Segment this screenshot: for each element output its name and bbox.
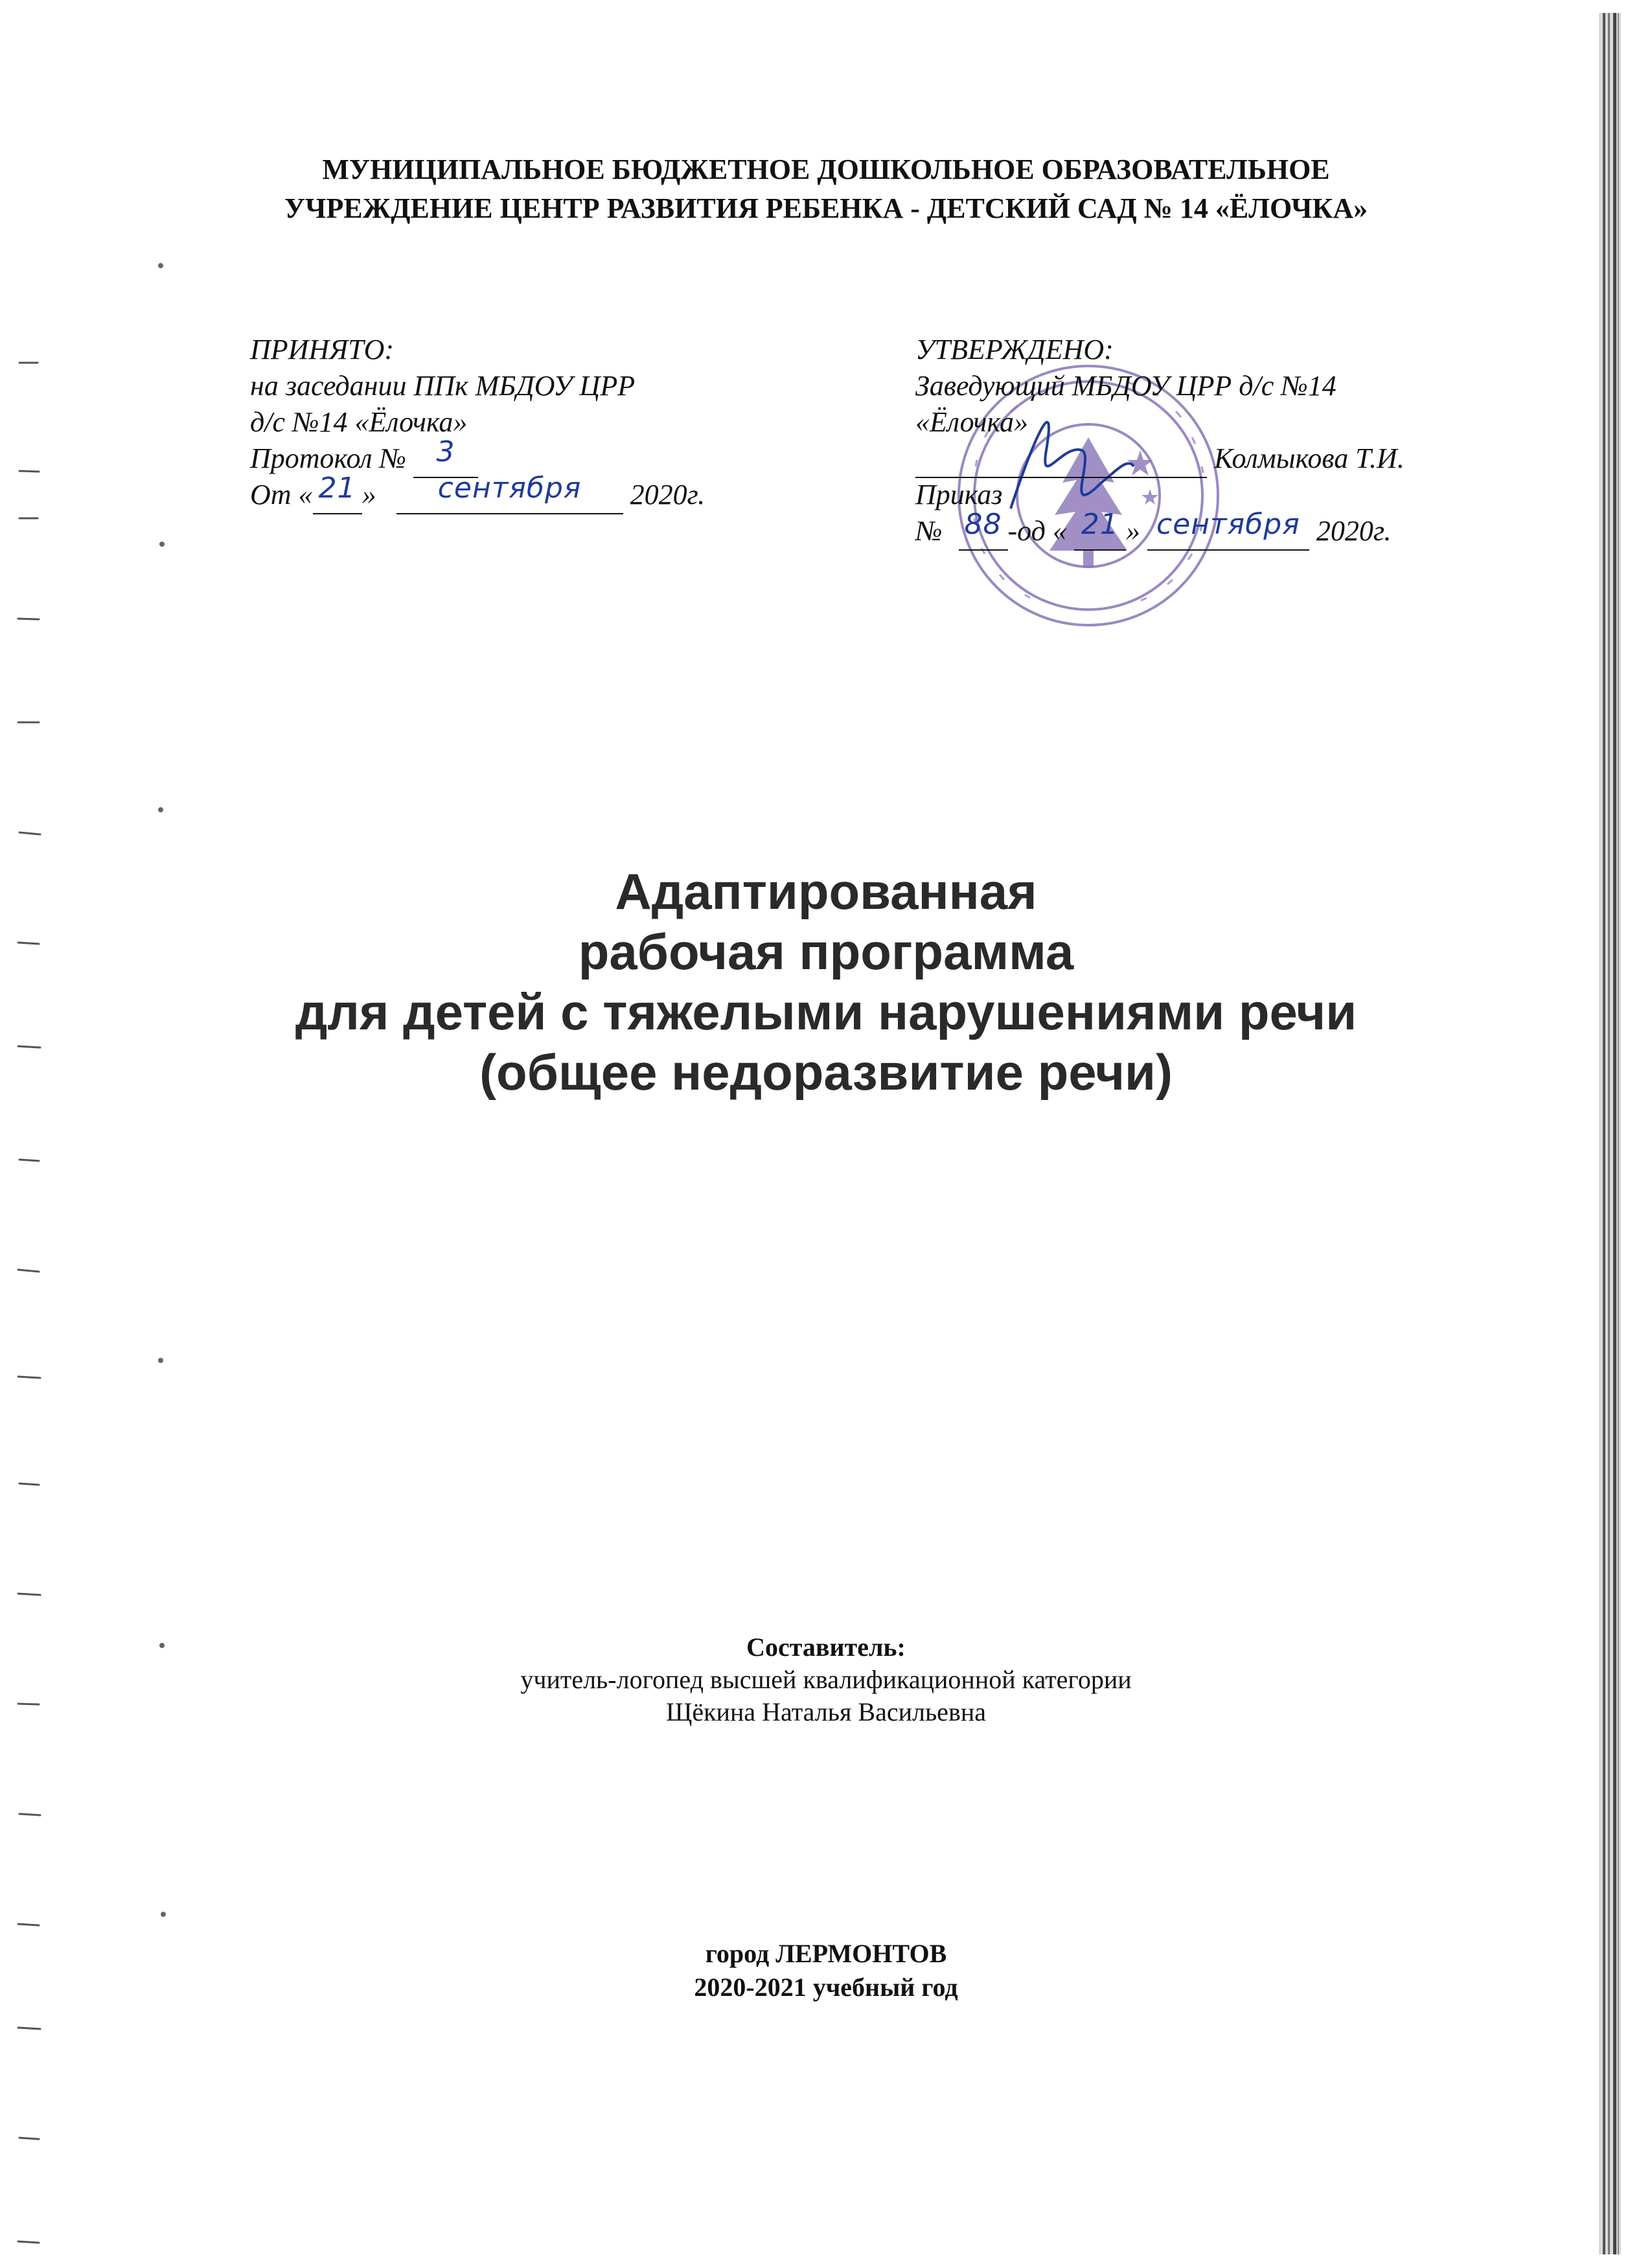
- title-line-3: для детей с тяжелыми нарушениями речи: [295, 983, 1357, 1040]
- accepted-heading: ПРИНЯТО:: [250, 334, 395, 365]
- scan-edge-shadow: [1599, 13, 1621, 2254]
- protocol-date-line: [250, 472, 833, 513]
- approved-institution-line: «Ёлочка»: [915, 406, 1028, 438]
- title-line-4: (общее недоразвитие речи): [479, 1044, 1173, 1101]
- approved-position-line: Заведующий МБДОУ ЦРР д/с №14: [915, 370, 1337, 402]
- organization-header: [130, 150, 1522, 228]
- date-year: 2020г.: [630, 479, 706, 510]
- order-year: 2020г.: [1316, 515, 1392, 547]
- order-day-field: [1074, 508, 1126, 551]
- order-mid: »: [1125, 515, 1140, 547]
- order-day: 21: [1081, 508, 1119, 541]
- signatory-name: Колмыкова Т.И.: [1214, 442, 1405, 474]
- date-month-field: [396, 472, 623, 514]
- footer-city: город ЛЕРМОНТОВ: [705, 1939, 947, 1968]
- organization-header-line-2: УЧРЕЖДЕНИЕ ЦЕНТР РАЗВИТИЯ РЕБЕНКА - ДЕТСКИЙ САД № 14 «ЁЛОЧКА»: [284, 192, 1368, 224]
- document-footer: [194, 1937, 1458, 2004]
- date-day-field: [313, 472, 362, 514]
- date-mid: »: [361, 479, 376, 510]
- compiler-block: [194, 1631, 1458, 1728]
- approved-heading: УТВЕРЖДЕНО:: [915, 334, 1114, 365]
- organization-header-line-1: МУНИЦИПАЛЬНОЕ БЮДЖЕТНОЕ ДОШКОЛЬНОЕ ОБРАЗОВАТЕЛЬНОЕ: [322, 154, 1330, 185]
- signature-line: [915, 441, 1531, 477]
- title-line-2: рабочая программа: [578, 923, 1074, 980]
- document-title: [162, 862, 1490, 1103]
- date-month: сентября: [437, 472, 582, 505]
- approved-block: [915, 332, 1531, 549]
- order-number: 88: [964, 508, 1002, 541]
- title-line-1: Адаптированная: [615, 863, 1037, 920]
- order-label: Приказ: [915, 479, 1003, 510]
- order-suffix: -од «: [1007, 515, 1067, 547]
- scan-margin-marks: [0, 0, 194, 2268]
- signature-field: [915, 441, 1207, 478]
- footer-year: 2020-2021 учебный год: [694, 1973, 958, 2002]
- date-prefix: От «: [250, 479, 313, 510]
- accepted-institution-line: д/с №14 «Ёлочка»: [250, 406, 468, 438]
- compiler-position: учитель-логопед высшей квалификационной категории: [520, 1665, 1132, 1694]
- order-month-field: [1147, 508, 1309, 551]
- compiler-name: Щёкина Наталья Васильевна: [666, 1697, 986, 1726]
- order-month: сентября: [1156, 508, 1300, 541]
- protocol-label: Протокол №: [250, 442, 407, 474]
- date-day: 21: [318, 472, 356, 505]
- order-line: [915, 508, 1531, 549]
- accepted-block: [250, 332, 833, 513]
- accepted-meeting-line: на заседании ППк МБДОУ ЦРР: [250, 370, 636, 402]
- protocol-number: 3: [436, 435, 455, 468]
- compiler-label: Составитель:: [746, 1632, 906, 1662]
- order-number-prefix: №: [915, 515, 943, 547]
- order-number-field: [959, 508, 1008, 551]
